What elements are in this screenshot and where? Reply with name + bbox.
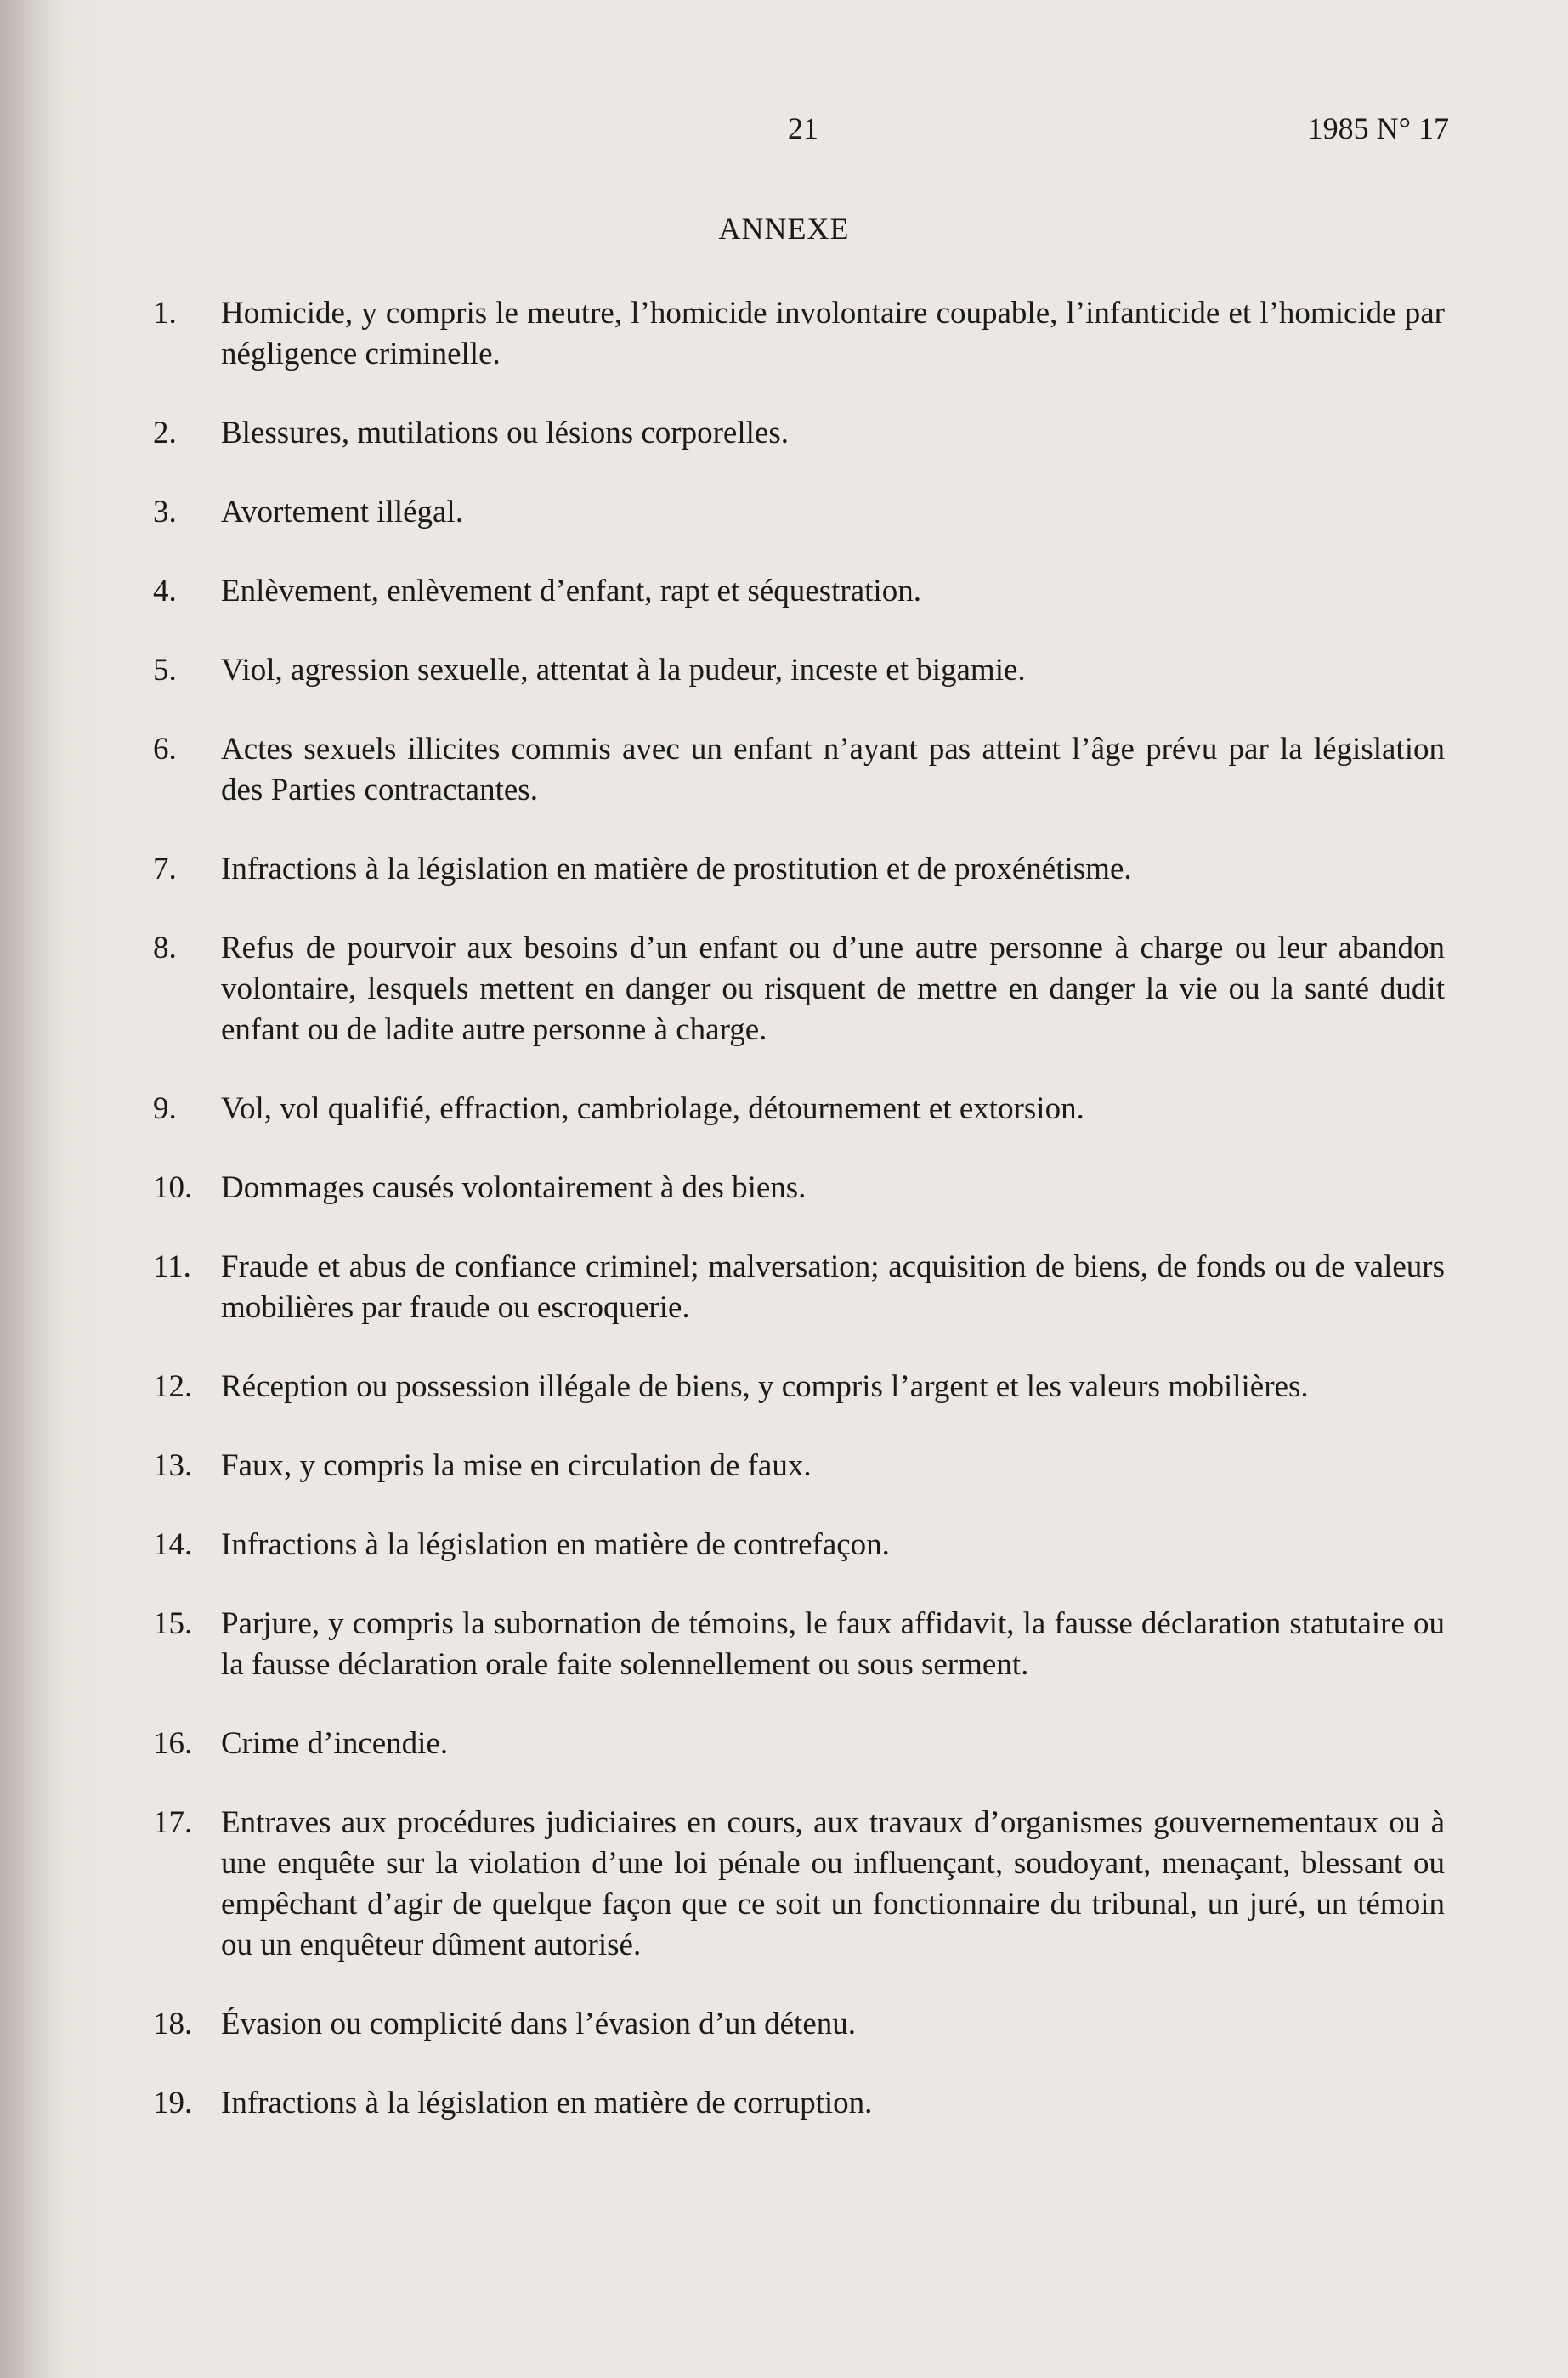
list-item — [153, 2004, 1445, 2045]
list-item — [153, 849, 1445, 890]
item-number: 12. — [153, 1369, 193, 1404]
item-text: Faux, y compris la mise en circulation de faux. — [221, 1448, 812, 1483]
item-number: 11. — [153, 1249, 191, 1284]
item-text: Réception ou possession illégale de biens, y compris l’argent et les valeurs mobilières. — [221, 1369, 1309, 1404]
item-number: 9. — [153, 1091, 177, 1126]
item-text: Infractions à la législation en matière de contrefaçon. — [221, 1527, 890, 1562]
item-number: 13. — [153, 1448, 193, 1483]
list-item — [153, 293, 1445, 375]
annex-title: ANNEXE — [718, 212, 850, 246]
list-item — [153, 1089, 1445, 1130]
list-item — [153, 1604, 1445, 1685]
item-text: Actes sexuels illicites commis avec un enfant n’ayant pas atteint l’âge prévu par la législation des Parties contractantes. — [221, 732, 1445, 807]
item-number: 16. — [153, 1726, 193, 1761]
item-number: 1. — [153, 296, 177, 331]
list-item — [153, 1724, 1445, 1764]
item-text: Fraude et abus de confiance criminel; malversation; acquisition de biens, de fonds ou de valeurs mobilières par fraude ou escroquerie. — [221, 1249, 1445, 1325]
offence-list — [153, 293, 1445, 2162]
list-item — [153, 1525, 1445, 1566]
list-item — [153, 492, 1445, 533]
list-item — [153, 650, 1445, 691]
item-number: 2. — [153, 416, 177, 450]
list-item — [153, 2083, 1445, 2124]
list-item — [153, 1803, 1445, 1966]
list-item — [153, 571, 1445, 612]
list-item — [153, 1367, 1445, 1407]
item-number: 19. — [153, 2086, 193, 2120]
item-text: Avortement illégal. — [221, 495, 463, 529]
list-item — [153, 1168, 1445, 1209]
item-number: 17. — [153, 1805, 193, 1840]
item-number: 3. — [153, 495, 177, 529]
item-text: Enlèvement, enlèvement d’enfant, rapt et séquestration. — [221, 574, 921, 609]
list-item — [153, 413, 1445, 454]
item-number: 7. — [153, 852, 177, 886]
item-text: Infractions à la législation en matière de prostitution et de proxénétisme. — [221, 852, 1132, 886]
item-text: Blessures, mutilations ou lésions corporelles. — [221, 416, 789, 450]
item-number: 15. — [153, 1606, 193, 1641]
list-item — [153, 928, 1445, 1050]
page-binding-shadow — [0, 0, 59, 2378]
item-number: 6. — [153, 732, 177, 767]
item-text: Entraves aux procédures judiciaires en cours, aux travaux d’organismes gouvernementaux ou à une enquête sur la violation d’une loi pénale ou influençant, soudoyant, menaçant, blessant ou empêchant d’agir de quelque façon que ce soit un fonctionnaire du tribunal, un juré, un témoin ou un enquêteur dûment autorisé. — [221, 1805, 1445, 1962]
item-text: Crime d’incendie. — [221, 1726, 449, 1761]
item-number: 10. — [153, 1170, 193, 1205]
list-item — [153, 1247, 1445, 1328]
item-text: Parjure, y compris la subornation de témoins, le faux affidavit, la fausse déclaration statutaire ou la fausse déclaration orale faite solennellement ou sous serment. — [221, 1606, 1445, 1682]
item-text: Homicide, y compris le meutre, l’homicide involontaire coupable, l’infanticide et l’homicide par négligence criminelle. — [221, 296, 1445, 371]
item-number: 14. — [153, 1527, 193, 1562]
item-number: 18. — [153, 2007, 193, 2041]
issue-reference: 1985 N° 17 — [1307, 111, 1449, 145]
item-text: Dommages causés volontairement à des biens. — [221, 1170, 807, 1205]
item-text: Viol, agression sexuelle, attentat à la pudeur, inceste et bigamie. — [221, 653, 1026, 688]
page-number: 21 — [788, 111, 818, 145]
item-text: Infractions à la législation en matière de corruption. — [221, 2086, 873, 2120]
list-item — [153, 729, 1445, 811]
item-text: Vol, vol qualifié, effraction, cambriolage, détournement et extorsion. — [221, 1091, 1084, 1126]
item-text: Évasion ou complicité dans l’évasion d’un détenu. — [221, 2007, 857, 2041]
item-number: 8. — [153, 931, 177, 965]
item-number: 5. — [153, 653, 177, 688]
list-item — [153, 1446, 1445, 1486]
item-number: 4. — [153, 574, 177, 609]
item-text: Refus de pourvoir aux besoins d’un enfant ou d’une autre personne à charge ou leur abandon volontaire, lesquels mettent en danger ou risquent de mettre en danger la vie ou la santé dudit enfant ou de ladite autre personne à charge. — [221, 931, 1445, 1047]
